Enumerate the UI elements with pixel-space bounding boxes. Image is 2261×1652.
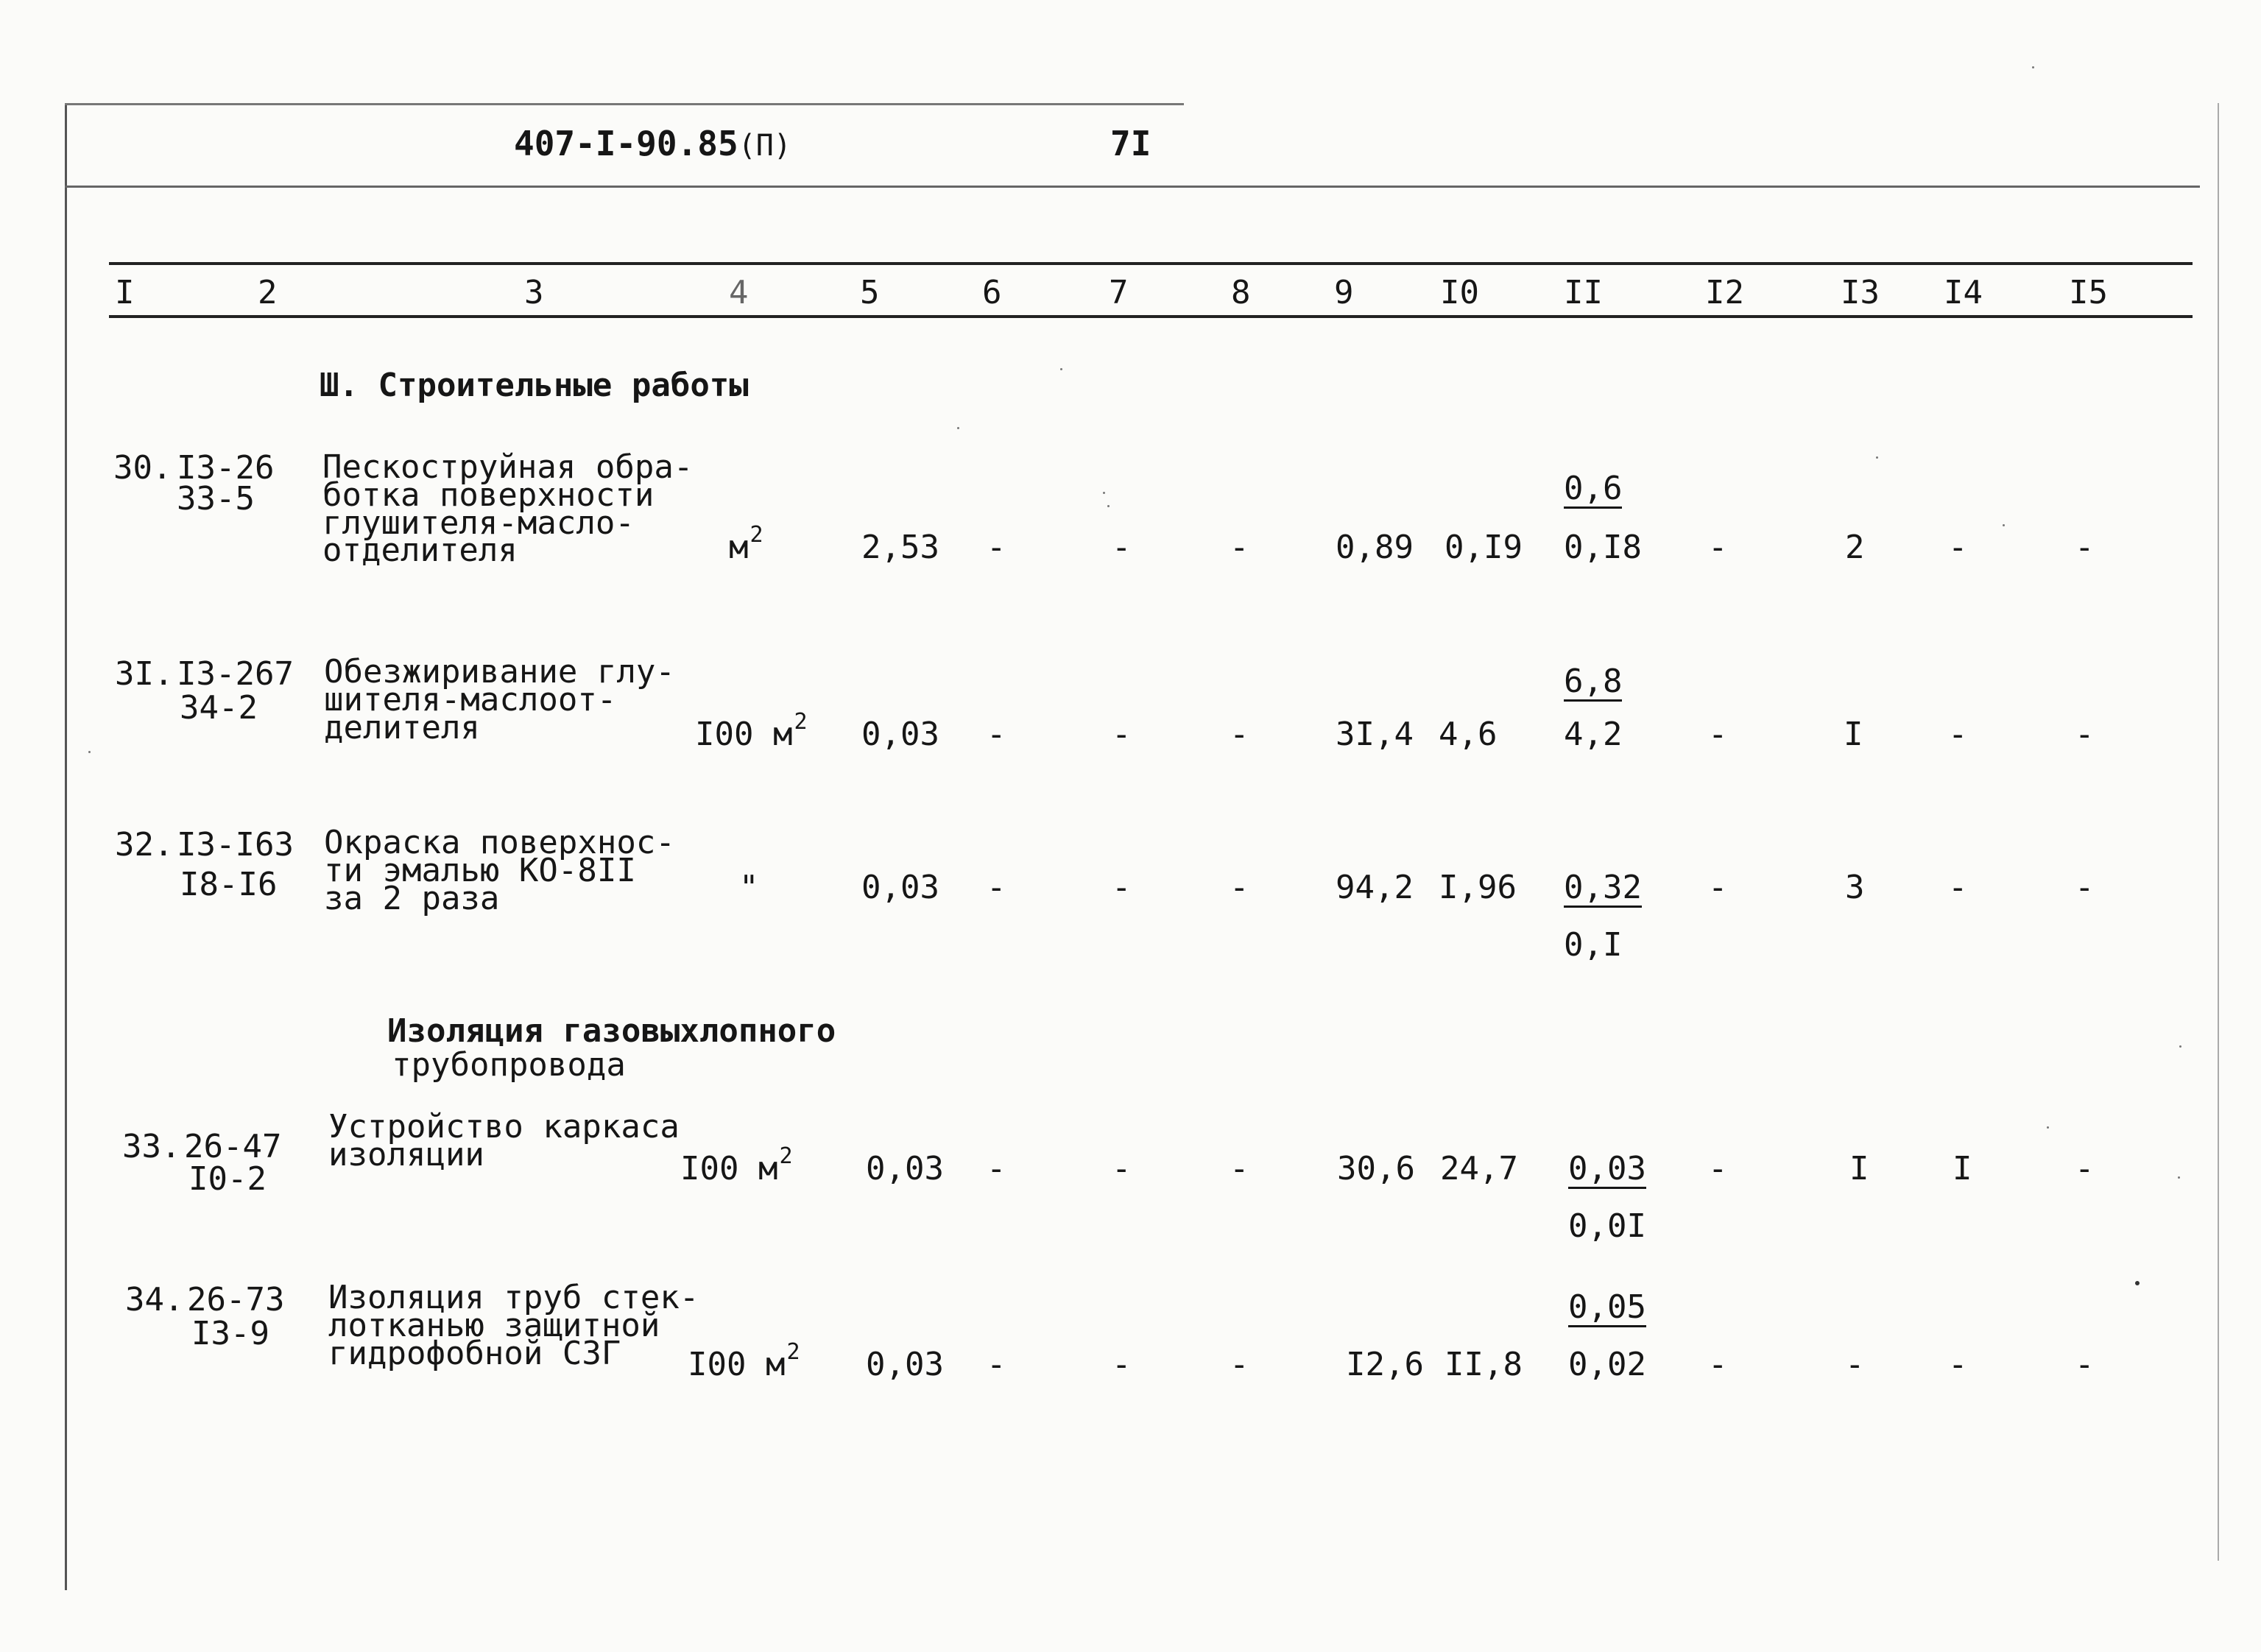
row-col12: - — [1708, 1346, 1728, 1383]
row-quantity: 0,03 — [866, 1150, 944, 1187]
row-quantity: 0,03 — [861, 869, 939, 906]
row-col10: 24,7 — [1440, 1150, 1518, 1187]
col-header-6: 6 — [982, 274, 1002, 311]
row-code-secondary: 34-2 — [180, 689, 258, 727]
row-col9: 3I,4 — [1336, 716, 1414, 753]
row-description-line: отделителя — [322, 532, 518, 570]
row-number: 30. — [113, 449, 172, 487]
header-top-rule — [65, 103, 1184, 105]
col-header-9: 9 — [1334, 274, 1354, 311]
row-col8: - — [1230, 716, 1249, 753]
row-col11-denominator: 4,2 — [1564, 716, 1623, 753]
col-header-3: 3 — [524, 274, 544, 311]
row-description-line: делителя — [324, 708, 480, 746]
row-col7: - — [1112, 1346, 1132, 1383]
unit-base: м — [729, 529, 749, 566]
row-col15: - — [2075, 869, 2095, 906]
row-col15: - — [2075, 716, 2095, 753]
scan-speck — [2178, 1176, 2180, 1179]
scan-speck — [1103, 492, 1105, 494]
row-code-secondary: I8-I6 — [180, 866, 278, 903]
row-col13: - — [1845, 1346, 1865, 1383]
scan-speck — [2047, 1126, 2049, 1129]
row-col11-numerator: 0,32 — [1564, 869, 1642, 906]
row-col7: - — [1112, 529, 1132, 566]
col-header-15: I5 — [2069, 274, 2108, 311]
row-unit — [739, 869, 761, 906]
row-unit — [729, 522, 763, 566]
row-col8: - — [1230, 1346, 1249, 1383]
col-header-11: II — [1564, 274, 1603, 311]
row-description-line: Изоляция труб стек- — [328, 1279, 699, 1316]
unit-base: I00 м — [695, 716, 793, 753]
row-col6: - — [987, 1150, 1006, 1187]
row-col12: - — [1708, 529, 1728, 566]
row-col15: - — [2075, 1346, 2095, 1383]
row-unit — [680, 1143, 793, 1187]
row-unit — [695, 709, 808, 753]
unit-superscript: 2 — [749, 522, 763, 548]
row-description-line: за 2 раза — [324, 879, 500, 917]
row-description — [328, 1279, 699, 1372]
unit-base: " — [739, 869, 759, 906]
row-col9: 30,6 — [1337, 1150, 1415, 1187]
row-col12: - — [1708, 716, 1728, 753]
row-col6: - — [987, 869, 1006, 906]
scan-speck — [957, 427, 959, 429]
column-header-bottom-rule — [109, 315, 2193, 318]
row-description-line: шителя-маслоот- — [324, 680, 617, 719]
row-description-line: глушителя-масло- — [322, 504, 635, 542]
row-description — [324, 824, 675, 917]
row-code-primary: I3-26 — [177, 449, 275, 487]
row-description-line: Пескоструйная обра- — [322, 448, 694, 486]
row-col13: 3 — [1845, 869, 1865, 906]
row-code-primary: 26-47 — [184, 1128, 282, 1165]
row-col7: - — [1112, 869, 1132, 906]
row-number: 34. — [125, 1281, 184, 1319]
row-col14: - — [1948, 1346, 1968, 1383]
row-col14: I — [1953, 1150, 1972, 1187]
row-col10: II,8 — [1445, 1346, 1523, 1383]
row-col11-denominator: 0,I — [1564, 926, 1623, 964]
col-header-10: I0 — [1440, 274, 1479, 311]
col-header-8: 8 — [1231, 274, 1251, 311]
unit-base: I00 м — [688, 1346, 786, 1383]
row-col10: 0,I9 — [1445, 529, 1523, 566]
scan-speck — [88, 751, 91, 753]
row-col6: - — [987, 716, 1006, 753]
row-col14: - — [1948, 529, 1968, 566]
row-quantity: 2,53 — [861, 529, 939, 566]
subsection-title — [387, 1014, 836, 1082]
doc-suffix: (П) — [738, 129, 791, 163]
page-right-border — [2218, 103, 2219, 1561]
col-header-13: I3 — [1841, 274, 1880, 311]
col-header-14: I4 — [1944, 274, 1983, 311]
row-quantity: 0,03 — [861, 716, 939, 753]
row-number: 3I. — [115, 655, 174, 693]
row-code-primary: I3-267 — [177, 655, 294, 693]
row-col10: 4,6 — [1439, 716, 1498, 753]
row-number: 32. — [115, 826, 174, 864]
page-left-border — [65, 103, 67, 1590]
scan-speck — [2032, 66, 2034, 68]
row-col13: 2 — [1845, 529, 1865, 566]
row-col14: - — [1948, 869, 1968, 906]
row-description-line: Обезжиривание глу- — [324, 653, 675, 691]
page-number: 7I — [1110, 124, 1151, 163]
row-col13: I — [1844, 716, 1863, 753]
row-col15: - — [2075, 529, 2095, 566]
doc-code: 407-I-90.85(П) — [514, 124, 791, 163]
row-col6: - — [987, 1346, 1006, 1383]
row-col13: I — [1849, 1150, 1869, 1187]
subsection-title-line: Изоляция газовыхлопного — [387, 1012, 836, 1050]
row-col14: - — [1948, 716, 1968, 753]
header-bottom-rule — [65, 186, 2200, 188]
row-description-line: ти эмалью КО-8II — [324, 851, 636, 889]
row-code-primary: I3-I63 — [177, 826, 294, 864]
row-description-line: гидрофобной СЗГ — [328, 1334, 621, 1372]
row-col8: - — [1230, 529, 1249, 566]
col-header-4: 4 — [729, 274, 749, 311]
unit-superscript: 2 — [786, 1339, 800, 1365]
row-col11-denominator: 0,0I — [1568, 1207, 1646, 1245]
row-col11-numerator: 0,05 — [1568, 1288, 1646, 1326]
row-col9: 0,89 — [1336, 529, 1414, 566]
row-description-line: Окраска поверхнос- — [324, 824, 675, 861]
row-col9: I2,6 — [1346, 1346, 1424, 1383]
col-header-5: 5 — [860, 274, 880, 311]
row-number: 33. — [122, 1128, 181, 1165]
subsection-title-line: трубопровода — [392, 1046, 626, 1084]
row-unit — [688, 1339, 800, 1383]
row-col11-denominator: 0,02 — [1568, 1346, 1646, 1383]
scan-speck — [1107, 505, 1110, 507]
row-description-line: изоляции — [328, 1135, 484, 1173]
row-quantity: 0,03 — [866, 1346, 944, 1383]
row-col11-denominator: 0,I8 — [1564, 529, 1642, 566]
row-col11-numerator: 0,03 — [1568, 1150, 1646, 1187]
row-col11-numerator: 6,8 — [1564, 663, 1623, 700]
scan-speck — [2179, 1045, 2181, 1048]
row-code-secondary: 33-5 — [177, 480, 255, 518]
row-col12: - — [1708, 1150, 1728, 1187]
row-code-secondary: I0-2 — [188, 1160, 267, 1198]
col-header-1: I — [115, 274, 135, 311]
row-description — [324, 653, 675, 746]
row-col10: I,96 — [1439, 869, 1517, 906]
row-col6: - — [987, 529, 1006, 566]
row-description — [328, 1108, 680, 1173]
scan-speck — [1060, 368, 1062, 370]
row-col11-numerator: 0,6 — [1564, 470, 1623, 507]
row-col12: - — [1708, 869, 1728, 906]
row-col7: - — [1112, 716, 1132, 753]
col-header-2: 2 — [258, 274, 278, 311]
row-col9: 94,2 — [1336, 869, 1414, 906]
col-header-7: 7 — [1109, 274, 1129, 311]
unit-base: I00 м — [680, 1150, 778, 1187]
row-code-primary: 26-73 — [187, 1281, 285, 1319]
row-description-line: Устройство каркаса — [328, 1108, 680, 1146]
row-description-line: лотканью защитной — [328, 1306, 660, 1344]
row-col8: - — [1230, 869, 1249, 906]
row-col7: - — [1112, 1150, 1132, 1187]
row-description-line: ботка поверхности — [322, 476, 655, 514]
unit-superscript: 2 — [794, 709, 808, 735]
row-code-secondary: I3-9 — [191, 1315, 269, 1352]
unit-superscript: 2 — [779, 1143, 793, 1169]
column-header-top-rule — [109, 262, 2193, 265]
scan-speck — [2003, 524, 2005, 526]
row-col15: - — [2075, 1150, 2095, 1187]
col-header-12: I2 — [1705, 274, 1744, 311]
row-col8: - — [1230, 1150, 1249, 1187]
scan-speck — [1876, 456, 1878, 459]
section-title: Ш. Строительные работы — [320, 367, 749, 404]
row-description — [322, 448, 694, 570]
scan-speck — [2135, 1281, 2140, 1285]
